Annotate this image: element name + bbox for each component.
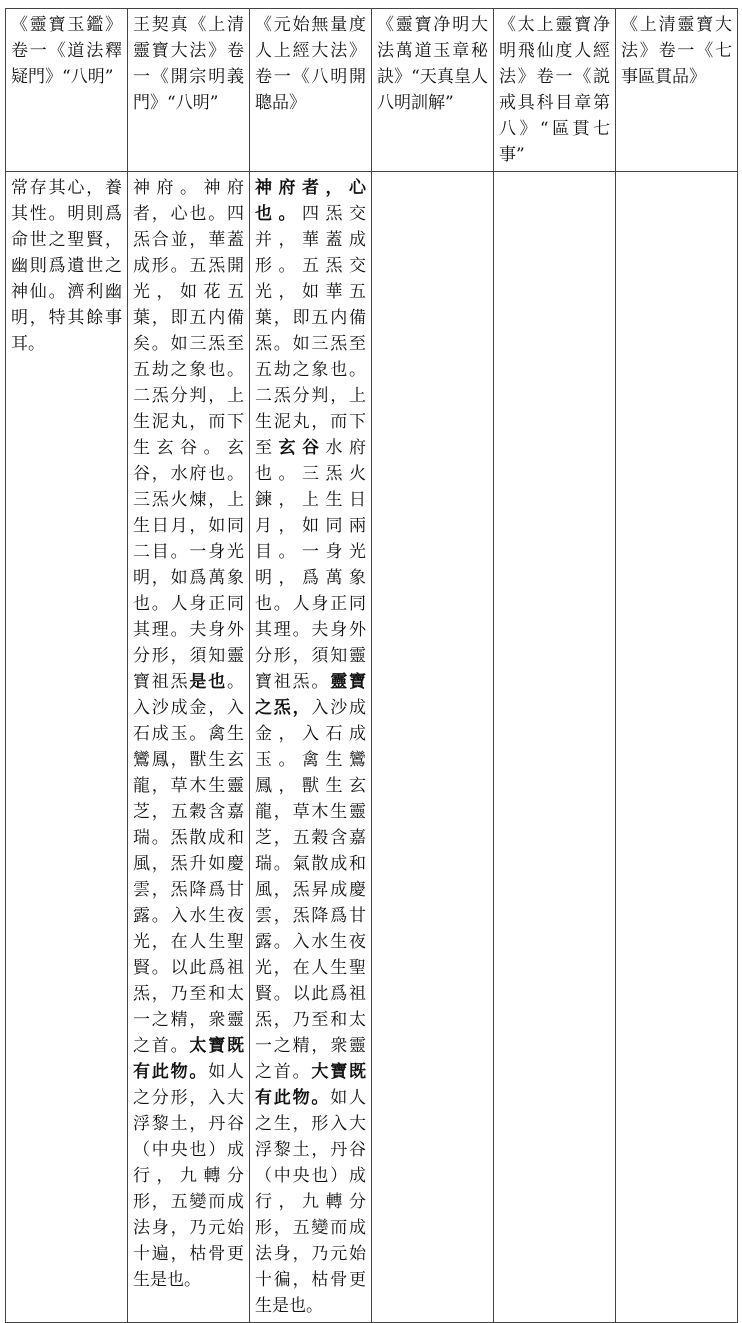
body-text: 神府。神府者，心也。四炁合並，華蓋成形。五炁開光，如花五葉，即五内備矣。如三炁至五劫之象也。二炁分判，上生泥丸，而下生玄谷。玄谷，水府也。三炁火煉，上生日月，如同二目。一身光明，如爲萬象也。人身正同其理。夫身外分形，須知靈寶祖炁: [133, 178, 244, 692]
header-cell: 《上清靈寶大法》卷一《七事區貫品》: [616, 9, 738, 172]
body-text: 如人之分形，入大浮黎土，丹谷（中央也）成行，九轉分形，五變而成法身，乃元始十遍，枯骨更生是也。: [133, 1062, 245, 1290]
comparison-table: [5, 8, 738, 1323]
body-cell: [616, 172, 738, 1323]
emphasized-text: 靈寶之炁，: [255, 672, 367, 718]
body-cell: [250, 172, 372, 1323]
body-text: 入沙成金，入石成玉。禽生鸞鳳，獸生玄龍，草木生靈芝，五穀含嘉瑞。氣散成和風，炁昇成慶雲，炁降爲甘露。入水生夜光，在人生聖賢。以此爲祖炁，乃至和太一之精，衆靈之首。: [255, 698, 367, 1082]
header-cell: 《元始無量度人上經大法》卷一《八明開聰品》: [250, 9, 372, 172]
emphasized-text: 太寶既有此物。: [133, 1036, 245, 1082]
emphasized-text: 玄谷: [278, 438, 326, 458]
emphasized-text: 是也: [189, 672, 228, 692]
body-text: 如人之生，形入大浮黎土，丹谷（中央也）成行，九轉分形，五變而成法身，乃元始十徧，枯骨更生是也。: [255, 1088, 367, 1316]
header-cell: 王契真《上清靈寶大法》卷一《開宗明義門》“八明”: [128, 9, 250, 172]
body-cell: [128, 172, 250, 1323]
emphasized-text: 神府者，心也。: [255, 178, 366, 224]
header-cell: 《太上靈寶净明飛仙度人經法》卷一《説戒具科目章第八》“區貫七事”: [494, 9, 616, 172]
header-cell: 《靈寶净明大法萬道玉章秘訣》“天真皇人八明訓解”: [372, 9, 494, 172]
body-text: 四炁交并，華蓋成形。五炁交光，如華五葉，即五内備炁。如三炁至五劫之象也。二炁分判，上生泥丸，而下至: [255, 204, 366, 458]
body-cell: [6, 172, 128, 1323]
body-text: 常存其心，養其性。明則爲命世之聖賢，幽則爲遺世之神仙。濟利幽明，特其餘事耳。: [11, 178, 122, 354]
body-row: [6, 172, 738, 1323]
emphasized-text: 大寶既有此物。: [255, 1062, 367, 1108]
header-cell: 《靈寶玉鑑》卷一《道法釋疑門》“八明”: [6, 9, 128, 172]
body-cell: [372, 172, 494, 1323]
header-row: [6, 9, 738, 172]
body-text: 。入沙成金，入石成玉。禽生鸞鳳，獸生玄龍，草木生靈芝，五穀含嘉瑞。炁散成和風，炁升如慶雲，炁降爲甘露。入水生夜光，在人生聖賢。以此爲祖炁，乃至和太一之精，衆靈之首。: [133, 672, 245, 1056]
body-cell: [494, 172, 616, 1323]
body-text: 水府也。三炁火鍊，上生日月，如同兩目。一身光明，爲萬象也。人身正同其理。夫身外分形，須知靈寶祖炁。: [255, 438, 366, 692]
